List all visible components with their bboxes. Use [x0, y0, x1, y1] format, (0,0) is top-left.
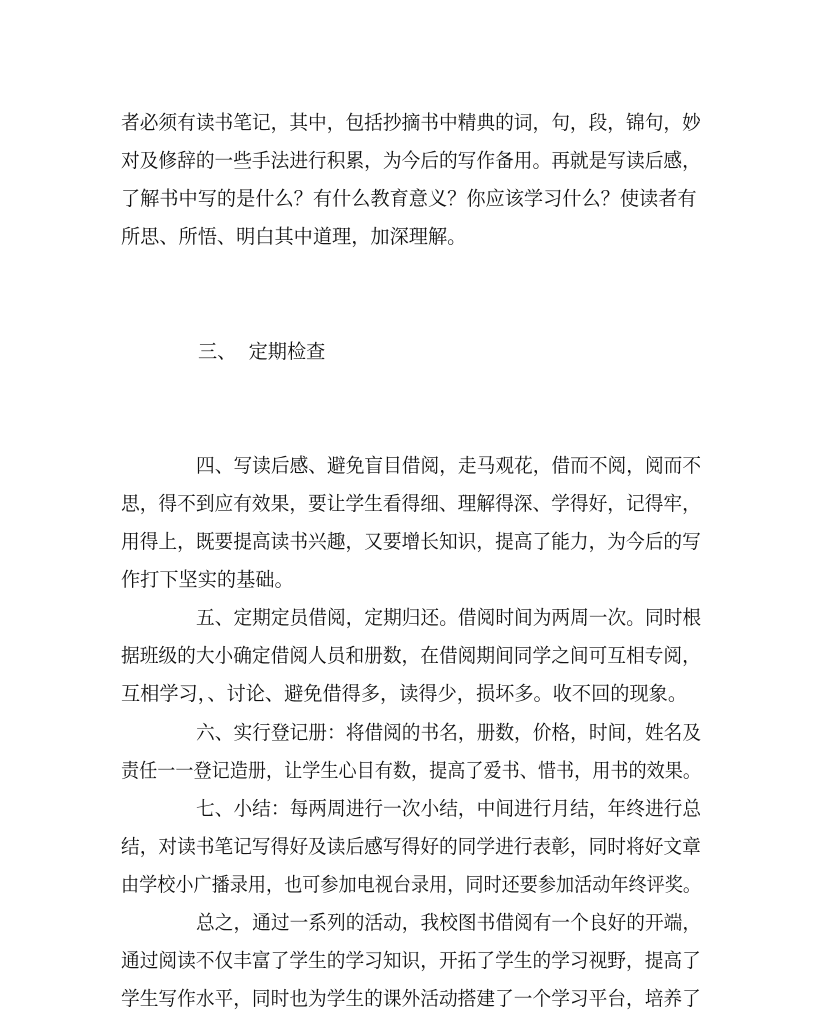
text-line: 责任一一登记造册，让学生心目有数，提高了爱书、惜书，用书的效果。 [121, 758, 701, 782]
text-line: 七、小结：每两周进行一次小结，中间进行月结，年终进行总 [196, 796, 702, 820]
body-paragraph [121, 447, 701, 599]
body-paragraph [121, 904, 701, 1018]
document-page [121, 104, 701, 1018]
text-line: 用得上，既要提高读书兴趣，又要增长知识，提高了能力，为今后的写 [121, 530, 701, 554]
text-line: 思，得不到应有效果，要让学生看得细、理解得深、学得好，记得牢， [121, 491, 701, 515]
text-line: 四、写读后感、避免盲目借阅，走马观花，借而不阅，阅而不 [196, 453, 702, 477]
text-line: 三、 定期检查 [198, 339, 326, 363]
text-line: 五、定期定员借阅，定期归还。借阅时间为两周一次。同时根 [196, 606, 702, 630]
text-line: 六、实行登记册：将借阅的书名，册数，价格，时间，姓名及 [196, 720, 702, 744]
text-line: 者必须有读书笔记，其中，包括抄摘书中精典的词，句，段，锦句，妙 [121, 111, 701, 134]
text-line: 结，对读书笔记写得好及读后感写得好的同学进行表彰，同时将好文章 [121, 834, 701, 858]
body-paragraph [121, 714, 701, 790]
text-line: 互相学习，、讨论、避免借得多，读得少，损坏多。收不回的现象。 [121, 682, 688, 706]
text-line: 对及修辞的一些手法进行积累，为今后的写作备用。再就是写读后感， [121, 149, 701, 173]
text-line: 了解书中写的是什么？有什么教育意义？你应该学习什么？使读者有 [121, 187, 697, 211]
text-line: 总之，通过一系列的活动，我校图书借阅有一个良好的开端， [196, 910, 702, 934]
text-line: 学生写作水平，同时也为学生的课外活动搭建了一个学习平台，培养了 [121, 987, 701, 1011]
text-line: 据班级的大小确定借阅人员和册数，在借阅期间同学之间可互相专阅， [121, 644, 701, 668]
body-paragraph [121, 599, 701, 713]
text-line: 通过阅读不仅丰富了学生的学习知识，开拓了学生的学习视野，提高了 [121, 949, 701, 973]
section-heading [121, 256, 701, 446]
text-line: 作打下坚实的基础。 [121, 568, 294, 592]
body-paragraph [121, 790, 701, 904]
body-paragraph [121, 104, 701, 256]
text-line: 所思、所悟、明白其中道理，加深理解。 [121, 225, 467, 249]
text-line: 由学校小广播录用，也可参加电视台录用，同时还要参加活动年终评奖。 [121, 872, 701, 896]
